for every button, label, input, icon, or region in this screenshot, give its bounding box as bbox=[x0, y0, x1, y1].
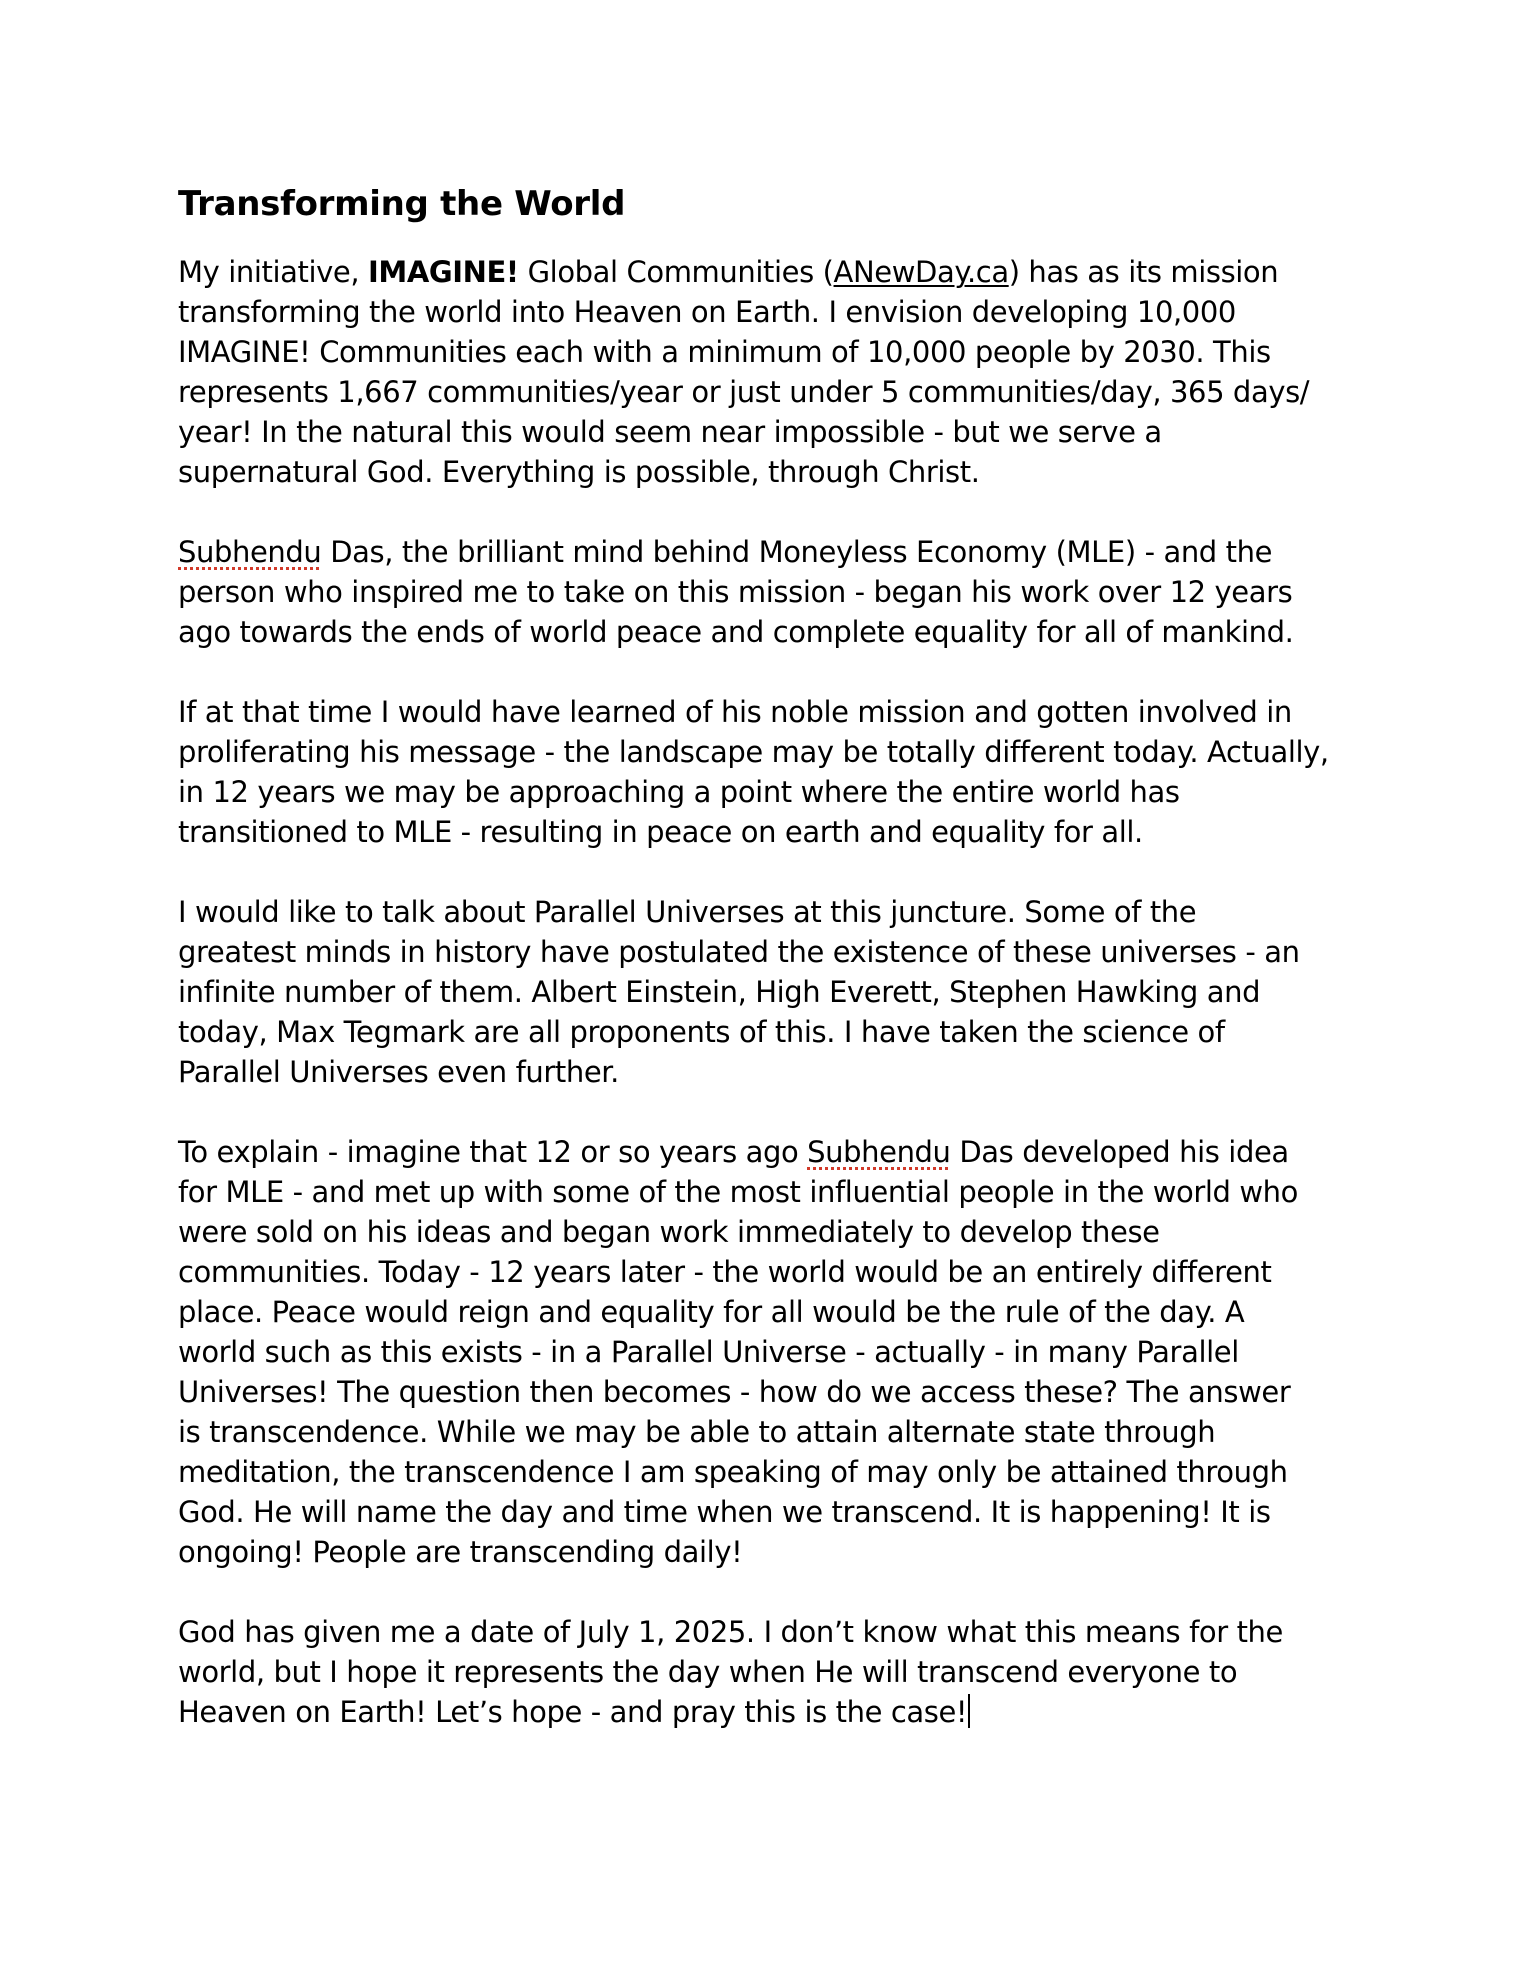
paragraph-subhendu bbox=[178, 532, 1378, 652]
document-body[interactable] bbox=[178, 178, 1378, 1772]
text-line: is transcendence. While we may be able to attain alternate state through bbox=[178, 1415, 1216, 1449]
paragraph-date bbox=[178, 1612, 1378, 1732]
text-line: today, Max Tegmark are all proponents of this. I have taken the science of bbox=[178, 1015, 1225, 1049]
text-line: year! In the natural this would seem near impossible - but we serve a bbox=[178, 415, 1162, 449]
text-line: I would like to talk about Parallel Universes at this juncture. Some of the bbox=[178, 895, 1197, 929]
text-line: ongoing! People are transcending daily! bbox=[178, 1535, 743, 1569]
text-line: Subhendu Das, the brilliant mind behind Moneyless Economy (MLE) - and the bbox=[178, 535, 1273, 569]
text-line: meditation, the transcendence I am speaking of may only be attained through bbox=[178, 1455, 1288, 1489]
text-line: ago towards the ends of world peace and complete equality for all of mankind. bbox=[178, 615, 1294, 649]
text-line: represents 1,667 communities/year or just under 5 communities/day, 365 days/ bbox=[178, 375, 1310, 409]
text-line: in 12 years we may be approaching a point where the entire world has bbox=[178, 775, 1180, 809]
text-line: God has given me a date of July 1, 2025. I don’t know what this means for the bbox=[178, 1615, 1283, 1649]
text-line: proliferating his message - the landscape may be totally different today. Actually, bbox=[178, 735, 1329, 769]
paragraph-landscape bbox=[178, 692, 1378, 852]
text-line: transforming the world into Heaven on Earth. I envision developing 10,000 bbox=[178, 295, 1236, 329]
text-line: IMAGINE! Communities each with a minimum of 10,000 people by 2030. This bbox=[178, 335, 1271, 369]
text-line: place. Peace would reign and equality for all would be the rule of the day. A bbox=[178, 1295, 1245, 1329]
text-line: infinite number of them. Albert Einstein, High Everett, Stephen Hawking and bbox=[178, 975, 1261, 1009]
spellcheck-flagged-word[interactable]: Subhendu bbox=[178, 535, 322, 569]
text-line: My initiative, IMAGINE! Global Communities (ANewDay.ca) has as its mission bbox=[178, 255, 1279, 289]
text-line: greatest minds in history have postulated the existence of these universes - an bbox=[178, 935, 1300, 969]
paragraph-explain bbox=[178, 1132, 1378, 1572]
text-line: transitioned to MLE - resulting in peace on earth and equality for all. bbox=[178, 815, 1143, 849]
paragraph-initiative bbox=[178, 252, 1378, 492]
text-line: If at that time I would have learned of his noble mission and gotten involved in bbox=[178, 695, 1292, 729]
text-line: communities. Today - 12 years later - the world would be an entirely different bbox=[178, 1255, 1272, 1289]
document-title: Transforming the World bbox=[178, 184, 626, 224]
text-line: world, but I hope it represents the day when He will transcend everyone to bbox=[178, 1655, 1238, 1689]
paragraph-parallel-universes bbox=[178, 892, 1378, 1092]
text-line: world such as this exists - in a Parallel Universe - actually - in many Parallel bbox=[178, 1335, 1239, 1369]
spellcheck-flagged-word[interactable]: Subhendu bbox=[807, 1135, 951, 1169]
text-line: Parallel Universes even further. bbox=[178, 1055, 619, 1089]
text-line: supernatural God. Everything is possible, through Christ. bbox=[178, 455, 980, 489]
text-line: Universes! The question then becomes - how do we access these? The answer bbox=[178, 1375, 1291, 1409]
text-line: To explain - imagine that 12 or so years ago Subhendu Das developed his idea bbox=[178, 1135, 1289, 1169]
text-line: Heaven on Earth! Let’s hope - and pray this is the case! bbox=[178, 1692, 1378, 1732]
imagine-brand-text: IMAGINE! bbox=[367, 255, 519, 289]
text-line: God. He will name the day and time when we transcend. It is happening! It is bbox=[178, 1495, 1271, 1529]
text-line: for MLE - and met up with some of the most influential people in the world who bbox=[178, 1175, 1299, 1209]
anewday-link[interactable]: ANewDay.ca bbox=[833, 255, 1009, 289]
text-line: were sold on his ideas and began work immediately to develop these bbox=[178, 1215, 1160, 1249]
text-cursor bbox=[968, 1694, 970, 1728]
text-line: person who inspired me to take on this mission - began his work over 12 years bbox=[178, 575, 1293, 609]
